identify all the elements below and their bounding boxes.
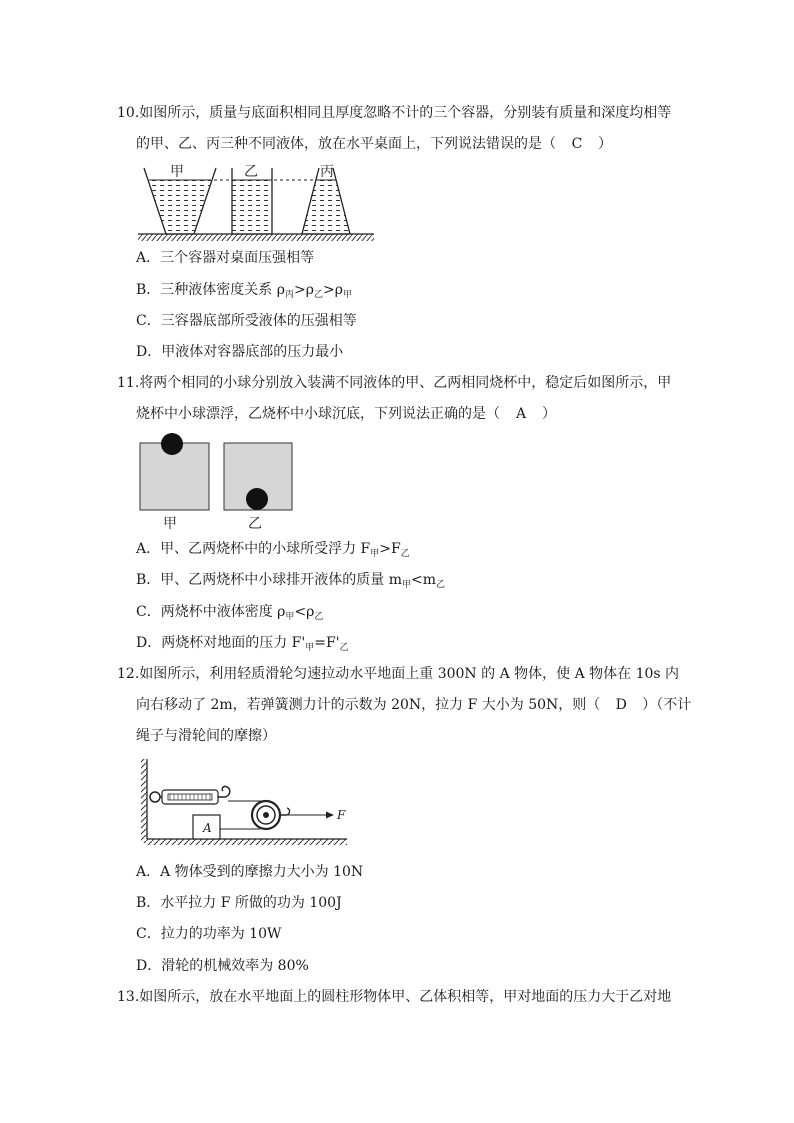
subscript: 乙 [339, 643, 349, 653]
option-text: D．两烧杯对地面的压力 F' [136, 635, 306, 651]
question-12-option-d: D．滑轮的机械效率为 80% [136, 958, 309, 974]
question-12-option-c: C．拉力的功率为 10W [136, 926, 282, 942]
question-text: 如图所示，利用轻质滑轮匀速拉动水平地面上重 300N 的 A 物体，使 A 物体在 10s 内 [139, 666, 680, 682]
question-number: 13. [117, 989, 140, 1005]
option-text: C．两烧杯中液体密度 ρ [136, 604, 286, 620]
subscript: 甲 [285, 612, 295, 622]
question-number: 12. [117, 666, 140, 682]
answer-choice: A [515, 406, 527, 422]
option-text: A．甲、乙两烧杯中的小球所受浮力 F [136, 541, 371, 557]
question-10-stem-line1 [117, 103, 671, 123]
beaker-label-jia: 甲 [163, 516, 177, 532]
force-label: F [337, 808, 346, 822]
question-10-option-b [136, 280, 352, 305]
question-text: ）（不计 [642, 697, 692, 713]
option-text: <m [411, 572, 437, 588]
option-text: B．甲、乙两烧杯中小球排开液体的质量 m [136, 572, 403, 588]
container-label-yi: 乙 [244, 164, 258, 180]
question-12-stem-line2 [136, 695, 691, 715]
question-text: ） [598, 136, 612, 152]
question-10-option-d: D．甲液体对容器底部的压力最小 [136, 344, 344, 360]
figure-pulley-system [140, 757, 360, 847]
question-10-option-c: C．三容器底部所受液体的压强相等 [136, 313, 357, 329]
container-label-bing: 丙 [320, 164, 334, 180]
question-10-option-a: A．三个容器对桌面压强相等 [136, 250, 315, 266]
subscript: 乙 [436, 580, 446, 590]
question-11-option-c [136, 602, 323, 627]
question-text: 烧杯中小球漂浮，乙烧杯中小球沉底，下列说法正确的是（ [136, 406, 500, 422]
figure-three-containers [136, 158, 376, 242]
question-11-option-b [136, 570, 445, 595]
option-text: <ρ [294, 604, 315, 620]
sunken-ball [246, 488, 268, 510]
question-12-option-b: B．水平拉力 F 所做的功为 100J [136, 895, 342, 911]
answer-choice: C [571, 136, 583, 152]
question-11-stem-line2 [136, 404, 556, 424]
figure-two-beakers [136, 430, 306, 534]
question-10-stem-line2 [136, 134, 612, 154]
container-label-jia: 甲 [170, 164, 184, 180]
question-11-option-d [136, 633, 349, 658]
subscript: 乙 [400, 549, 410, 559]
answer-choice: D [615, 697, 627, 713]
option-text: >ρ [322, 282, 343, 298]
option-text: =F' [314, 635, 340, 651]
option-text: >F [379, 541, 401, 557]
subscript: 甲 [402, 580, 412, 590]
subscript: 丙 [284, 290, 294, 300]
question-12-stem-line3: 绳子与滑轮间的摩擦） [136, 728, 276, 744]
floating-ball [161, 433, 183, 455]
question-number: 10. [117, 105, 140, 121]
question-text: 如图所示，质量与底面积相同且厚度忽略不计的三个容器，分别装有质量和深度均相等 [139, 105, 672, 121]
beaker-label-yi: 乙 [248, 516, 262, 532]
option-text: B．三种液体密度关系 ρ [136, 282, 285, 298]
question-11-option-a [136, 539, 410, 564]
block-label: A [203, 821, 212, 835]
question-text: ） [542, 406, 556, 422]
question-text: 的甲、乙、丙三种不同液体，放在水平桌面上，下列说法错误的是（ [136, 136, 556, 152]
subscript: 乙 [314, 612, 324, 622]
subscript: 甲 [342, 290, 352, 300]
subscript: 甲 [305, 643, 315, 653]
question-number: 11. [117, 375, 140, 391]
question-11-stem-line1 [117, 373, 671, 393]
question-13-stem-line1 [117, 987, 671, 1007]
subscript: 乙 [313, 290, 323, 300]
option-text: >ρ [293, 282, 314, 298]
subscript: 甲 [370, 549, 380, 559]
question-text: 如图所示，放在水平地面上的圆柱形物体甲、乙体积相等，甲对地面的压力大于乙对地 [139, 989, 672, 1005]
question-12-stem-line1 [117, 664, 679, 684]
question-12-option-a: A．A 物体受到的摩擦力大小为 10N [136, 864, 364, 880]
question-text: 向右移动了 2m，若弹簧测力计的示数为 20N，拉力 F 大小为 50N，则（ [136, 697, 601, 713]
question-text: 将两个相同的小球分别放入装满不同液体的甲、乙两相同烧杯中，稳定后如图所示，甲 [139, 375, 672, 391]
